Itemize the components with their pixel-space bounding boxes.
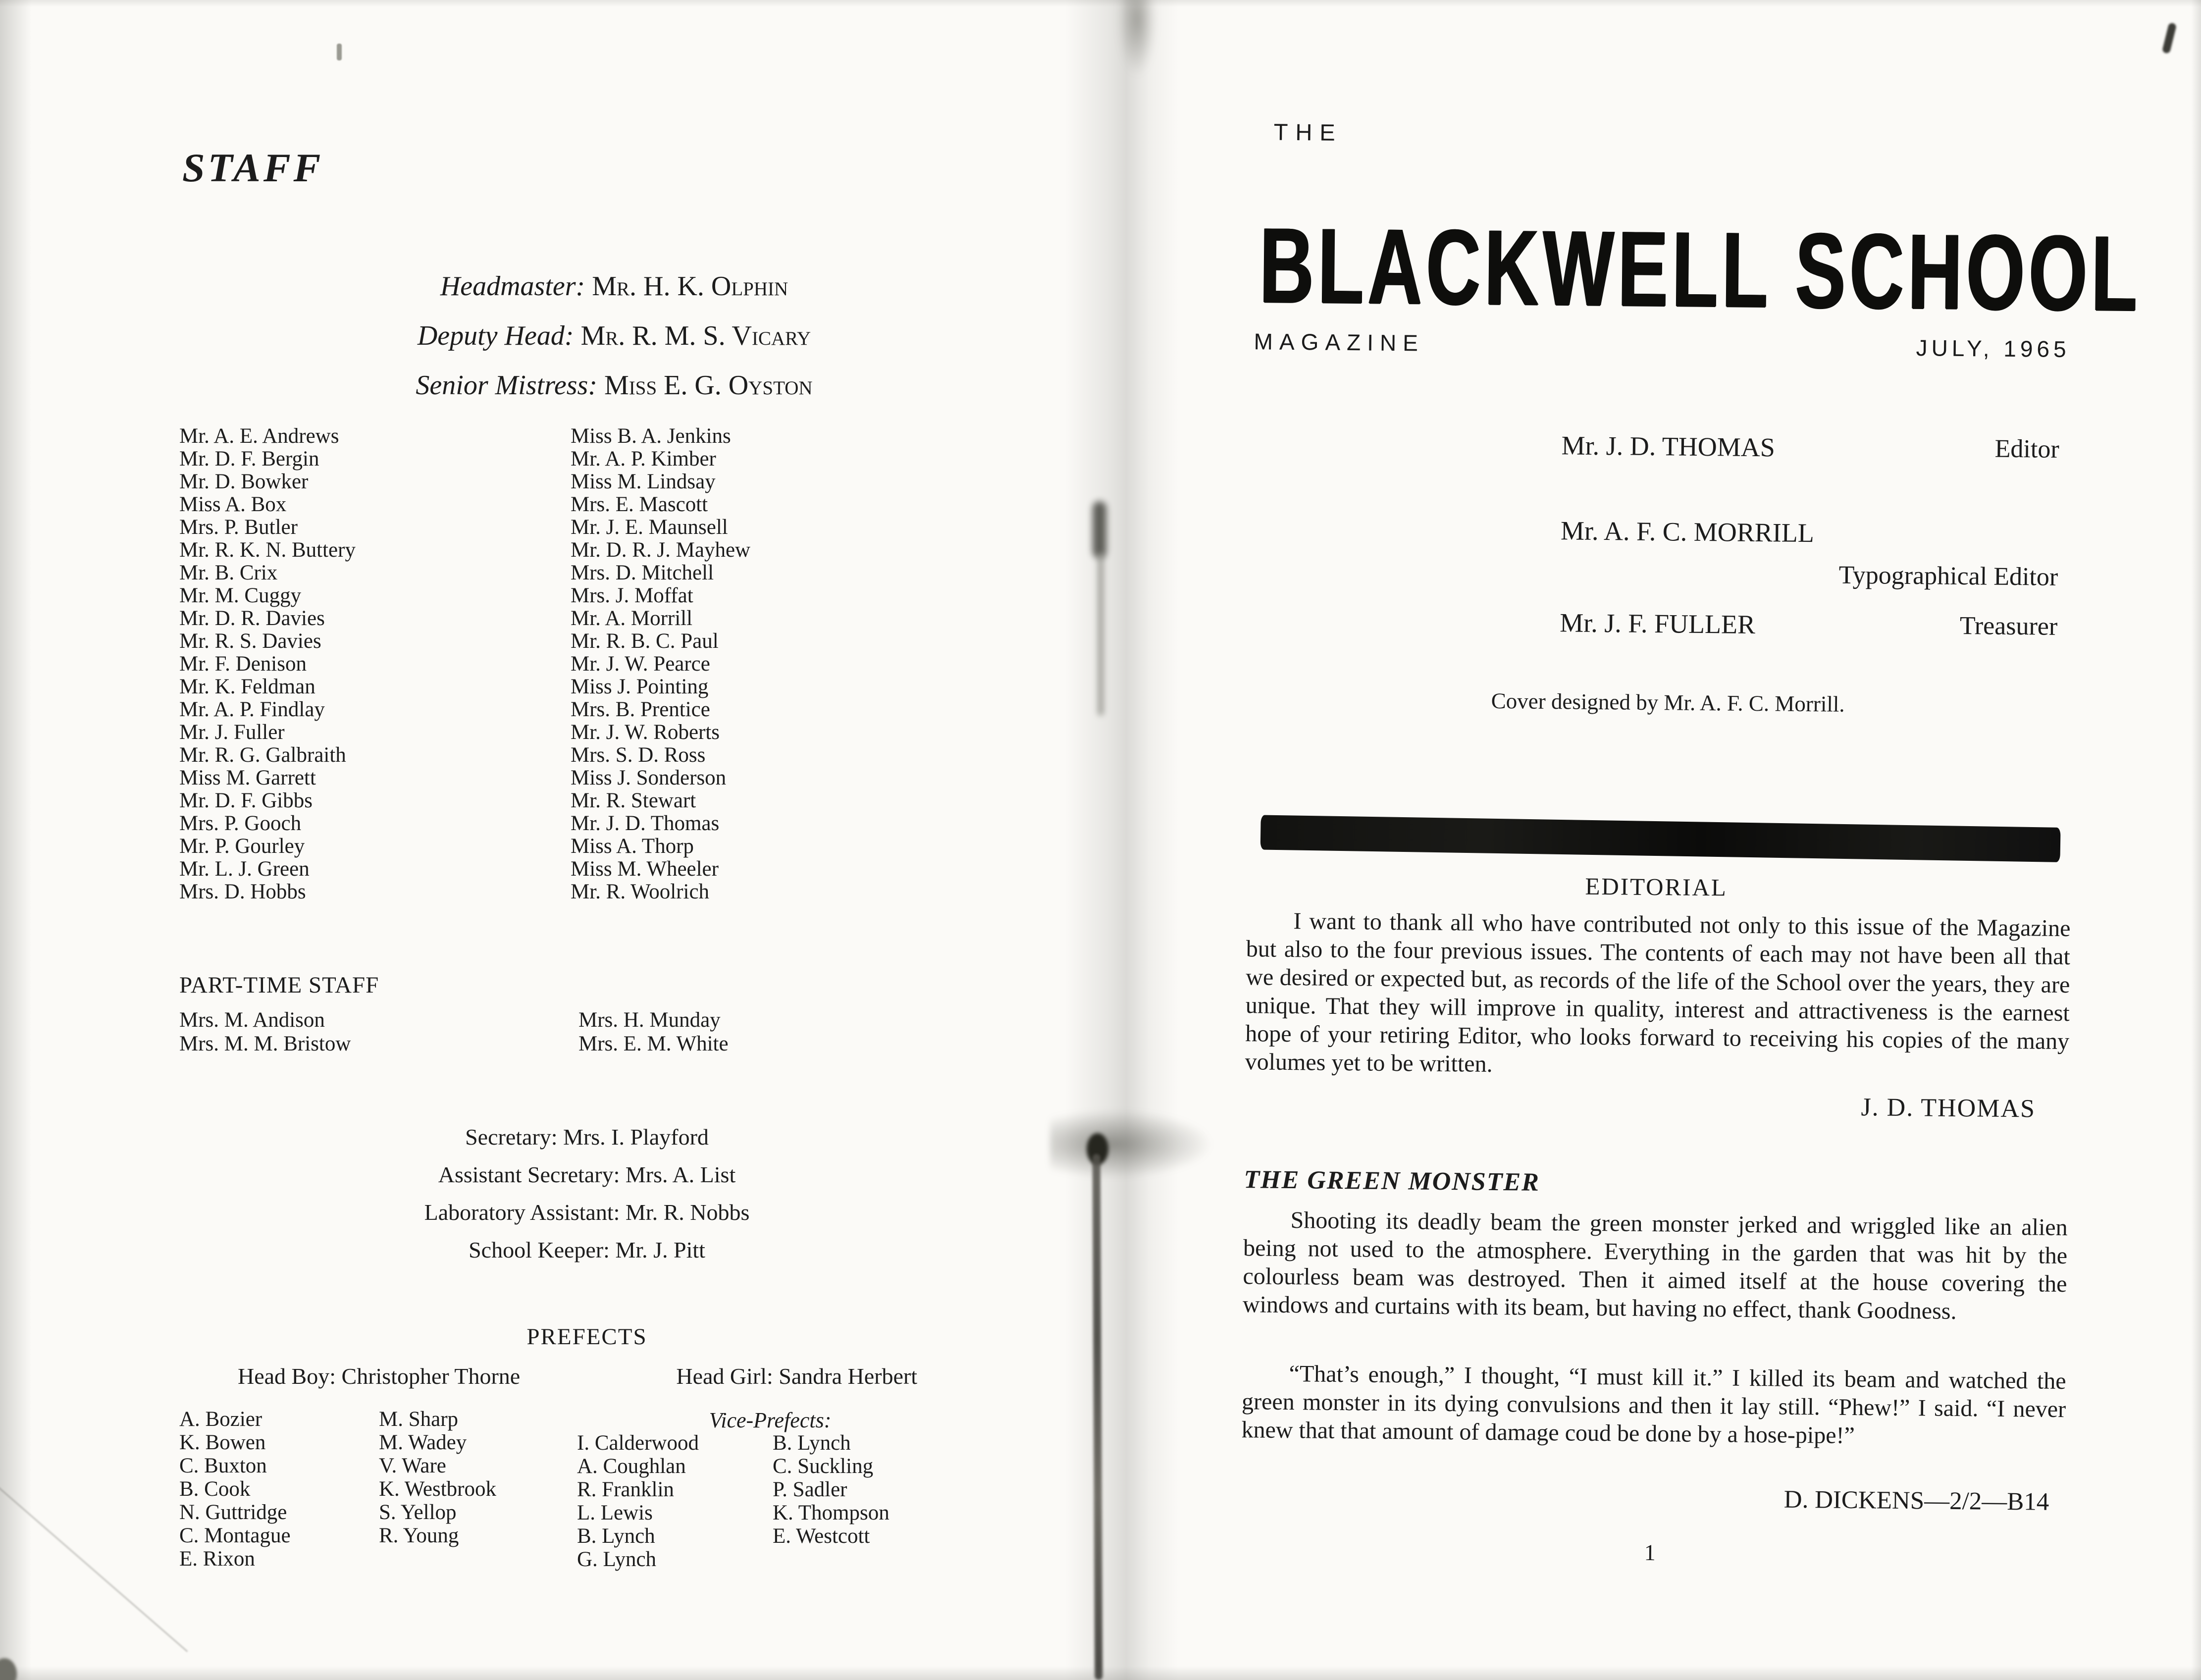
officer-line: Secretary: Mrs. I. Playford xyxy=(465,1124,709,1150)
scan-mark-bottom-left xyxy=(0,1658,17,1680)
prefect-name: B. Cook xyxy=(179,1477,251,1501)
staff-name: Mr. J. W. Roberts xyxy=(571,721,720,744)
leadership-list xyxy=(267,262,961,410)
dust-speck xyxy=(337,44,342,60)
officer-line: Assistant Secretary: Mrs. A. List xyxy=(438,1162,736,1187)
masthead-magazine: MAGAZINE xyxy=(1254,328,1425,356)
page-number: 1 xyxy=(1644,1539,1656,1566)
staff-name: Miss A. Box xyxy=(179,493,287,516)
masthead-the: THE xyxy=(1273,118,1343,146)
editorial-signature: J. D. THOMAS xyxy=(1861,1093,2036,1123)
officer-line: Laboratory Assistant: Mr. R. Nobbs xyxy=(424,1200,750,1225)
editor-row xyxy=(1252,427,2069,466)
staff-name: Mr. F. Denison xyxy=(179,652,307,676)
staff-name: Miss J. Sonderson xyxy=(571,766,727,789)
editorial-title: EDITORIAL xyxy=(1585,872,1728,901)
staff-name: Mrs. D. Hobbs xyxy=(179,880,306,903)
staff-name: Mrs. E. Mascott xyxy=(571,493,708,516)
editor-name: Mr. J. F. FULLER xyxy=(1559,608,1756,639)
part-time-staff-title: PART-TIME STAFF xyxy=(179,972,379,998)
staff-name: Miss B. A. Jenkins xyxy=(571,424,731,448)
part-time-column-2 xyxy=(578,1008,729,1056)
cover-credit: Cover designed by Mr. A. F. C. Morrill. xyxy=(1491,688,1845,717)
staff-name: Mr. R. G. Galbraith xyxy=(179,743,346,767)
staff-title: STAFF xyxy=(182,145,324,190)
prefect-name: C. Montague xyxy=(179,1524,291,1547)
vice-prefect-name: R. Franklin xyxy=(577,1478,674,1501)
vice-prefects-column-1 xyxy=(577,1431,699,1571)
editor-role: Typographical Editor xyxy=(1838,561,2058,591)
divider-bar xyxy=(1260,815,2061,862)
staff-name: Mr. R. Woolrich xyxy=(571,880,710,903)
vice-prefect-name: P. Sadler xyxy=(773,1478,847,1501)
leadership-entry xyxy=(267,361,961,410)
head-girl: Head Girl: Sandra Herbert xyxy=(676,1364,917,1389)
prefect-name: R. Young xyxy=(379,1524,459,1547)
staff-name: Miss J. Pointing xyxy=(571,675,709,698)
editor-name: Mr. J. D. THOMAS xyxy=(1561,430,1776,463)
vice-prefect-name: I. Calderwood xyxy=(577,1431,699,1455)
story-para-1: Shooting its deadly beam the green monster jerked and wriggled like an alien being not used to the atmosphere. Everything in the garden that was hit by the colourless beam was destroyed. Then it aimed itself at the house covering the windows and curtains with its beam, but having no effect, thank Goodness. xyxy=(1242,1207,2068,1324)
officer-line: School Keeper: Mr. J. Pitt xyxy=(469,1237,705,1262)
officers-list xyxy=(228,1118,946,1269)
prefect-name: V. Ware xyxy=(379,1454,446,1477)
prefect-name: A. Bozier xyxy=(179,1408,262,1431)
fold-crease-streak xyxy=(1093,501,1106,558)
staff-name: Mrs. S. D. Ross xyxy=(571,743,706,767)
staff-name: Mr. D. Bowker xyxy=(179,470,309,493)
staff-name: Miss M. Garrett xyxy=(179,766,316,789)
story-title: THE GREEN MONSTER xyxy=(1244,1165,1540,1197)
prefect-name: S. Yellop xyxy=(379,1501,457,1524)
vice-prefect-name: A. Coughlan xyxy=(577,1455,686,1478)
staff-name: Mr. J. E. Maunsell xyxy=(571,516,728,539)
staff-name: Mr. R. S. Davies xyxy=(179,630,321,653)
vice-prefects-column-2 xyxy=(773,1431,890,1548)
staff-name: Mrs. B. Prentice xyxy=(571,698,710,721)
staff-name: Miss M. Wheeler xyxy=(571,857,719,881)
vice-prefect-name: C. Suckling xyxy=(773,1455,874,1478)
fold-top-smudge xyxy=(1118,0,1156,76)
staff-name: Mrs. J. Moffat xyxy=(571,584,693,607)
vice-prefect-name: K. Thompson xyxy=(773,1501,890,1524)
masthead-title: BLACKWELL SCHOOL xyxy=(1259,206,2142,334)
prefect-name: M. Sharp xyxy=(379,1408,459,1431)
vice-prefect-name: E. Westcott xyxy=(773,1524,870,1548)
fold-crease-streak xyxy=(1098,552,1104,716)
vice-prefect-name: G. Lynch xyxy=(577,1548,657,1571)
staff-name: Miss M. Lindsay xyxy=(571,470,716,493)
staff-column-1 xyxy=(179,425,356,903)
prefects-title: PREFECTS xyxy=(526,1324,647,1350)
staff-name: Mr. A. E. Andrews xyxy=(179,424,339,448)
leadership-role: Headmaster: xyxy=(440,271,585,302)
head-boy: Head Boy: Christopher Thorne xyxy=(238,1364,521,1389)
staff-name: Mrs. P. Butler xyxy=(179,516,298,539)
part-time-name: Mrs. M. M. Bristow xyxy=(179,1032,351,1055)
leadership-entry xyxy=(267,311,961,361)
prefect-name: N. Guttridge xyxy=(179,1501,287,1524)
right-page xyxy=(1181,0,2201,1680)
editorial-body: I want to thank all who have contributed not only to this issue of the Magazine but also to the four previous issues. The contents of each may not have been all that we desired or expected but, as records of the life of the School over the years, they are unique. That they will improve in quality, interest and attractiveness is the earnest hope of your retiring Editor, who looks forward to receiving his copies of the many volumes yet to be written. xyxy=(1245,908,2071,1077)
vice-prefect-name: L. Lewis xyxy=(577,1501,653,1524)
leadership-role: Deputy Head: xyxy=(417,320,574,351)
staff-name: Miss A. Thorp xyxy=(571,835,694,858)
staff-name: Mr. D. R. Davies xyxy=(179,607,325,630)
masthead-date: JULY, 1965 xyxy=(1916,335,2070,363)
paper-edge-shadow-left xyxy=(0,0,32,1680)
staff-name: Mr. R. K. N. Buttery xyxy=(179,538,356,562)
staff-name: Mr. J. W. Pearce xyxy=(571,652,710,676)
leadership-entry xyxy=(267,262,961,311)
staff-name: Mr. D. F. Gibbs xyxy=(179,789,313,812)
staff-name: Mr. K. Feldman xyxy=(179,675,315,698)
center-fold-shading xyxy=(1065,0,1179,1680)
vice-prefects-label: Vice-Prefects: xyxy=(709,1408,832,1432)
staff-name: Mr. R. Stewart xyxy=(571,789,696,812)
head-prefects-row xyxy=(238,1363,917,1389)
part-time-name: Mrs. M. Andison xyxy=(179,1008,325,1032)
staff-name: Mrs. P. Gooch xyxy=(179,812,302,835)
vice-prefect-name: B. Lynch xyxy=(773,1431,851,1455)
staff-name: Mr. J. D. Thomas xyxy=(571,812,720,835)
crease-bottom-left xyxy=(0,1482,188,1652)
part-time-column-1 xyxy=(179,1008,351,1056)
staff-name: Mrs. D. Mitchell xyxy=(571,561,714,584)
staff-name: Mr. R. B. C. Paul xyxy=(571,630,719,653)
story-para-2: “That’s enough,” I thought, “I must kill it.” I killed its beam and watched the green monster in its dying convulsions and then it lay still. “Phew!” I said. “I never knew that that amount of damage coud be done by a hose-pipe!” xyxy=(1241,1361,2066,1449)
staff-name: Mr. A. P. Kimber xyxy=(571,447,716,471)
leadership-name: Miss E. G. Oyston xyxy=(604,370,813,401)
part-time-name: Mrs. H. Munday xyxy=(578,1008,721,1032)
staff-name: Mr. D. F. Bergin xyxy=(179,447,319,471)
editor-role: Treasurer xyxy=(1959,611,2058,641)
leadership-name: Mr. R. M. S. Vicary xyxy=(580,320,811,351)
prefect-name: K. Westbrook xyxy=(379,1477,497,1501)
prefect-name: C. Buxton xyxy=(179,1454,267,1477)
staff-name: Mr. J. Fuller xyxy=(179,721,285,744)
fold-dark-knot xyxy=(1087,1133,1108,1165)
staff-name: Mr. L. J. Green xyxy=(179,857,310,881)
editor-role: Editor xyxy=(1994,434,2059,464)
staff-name: Mr. A. Morrill xyxy=(571,607,693,630)
editor-row xyxy=(1250,604,2068,643)
editor-row xyxy=(1251,512,2068,592)
leadership-name: Mr. H. K. Olphin xyxy=(592,271,788,302)
staff-name: Mr. P. Gourley xyxy=(179,835,305,858)
story-signature: D. DICKENS—2/2—B14 xyxy=(1783,1485,2049,1516)
prefect-name: M. Wadey xyxy=(379,1431,467,1454)
staff-name: Mr. D. R. J. Mayhew xyxy=(571,538,751,562)
prefects-column-1 xyxy=(179,1408,291,1571)
prefect-name: K. Bowen xyxy=(179,1431,266,1454)
prefect-name: E. Rixon xyxy=(179,1547,255,1571)
staff-name: Mr. M. Cuggy xyxy=(179,584,302,607)
editor-name: Mr. A. F. C. MORRILL xyxy=(1560,516,1815,548)
leadership-role: Senior Mistress: xyxy=(416,370,597,401)
vice-prefect-name: B. Lynch xyxy=(577,1524,655,1548)
prefects-column-2 xyxy=(379,1408,496,1547)
editors-list xyxy=(1250,0,2073,701)
fold-crease-streak xyxy=(1093,1154,1103,1680)
staff-name: Mr. B. Crix xyxy=(179,561,278,584)
part-time-name: Mrs. E. M. White xyxy=(578,1032,729,1055)
staff-column-2 xyxy=(571,425,750,903)
staff-name: Mr. A. P. Findlay xyxy=(179,698,325,721)
